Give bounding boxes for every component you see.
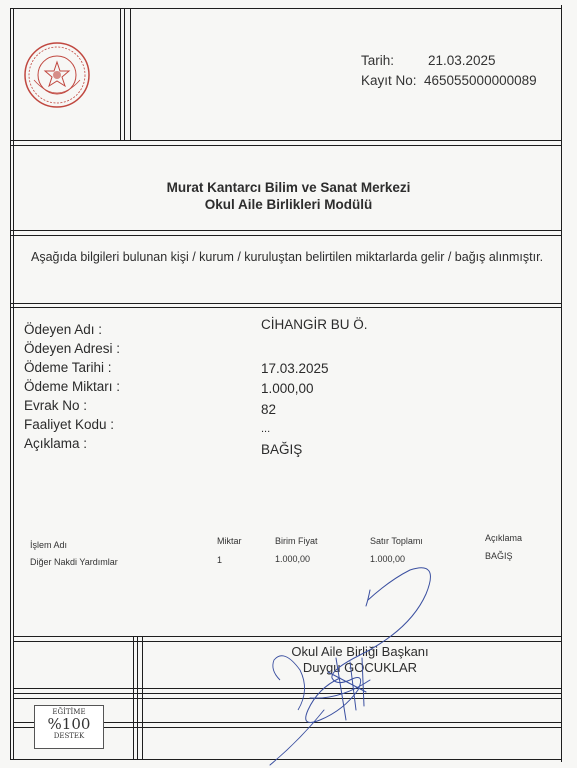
description-label: Açıklama :	[24, 436, 88, 451]
intro-text: Aşağıda bilgileri bulunan kişi / kurum / kuruluştan belirtilen miktarlarda gelir / bağış alınmıştır.	[31, 250, 544, 264]
record-label: Kayıt No:	[361, 73, 417, 88]
activity-code-label: Faaliyet Kodu :	[24, 417, 115, 432]
logo-bottom-text: DESTEK	[53, 732, 85, 740]
table-cell: 1	[217, 555, 223, 565]
table-header-line-total: Satır Toplamı	[370, 536, 423, 546]
signature-name: Duygu GOCUKLAR	[302, 660, 418, 675]
description-value: BAĞIŞ	[261, 442, 303, 457]
table-header-quantity: Miktar	[217, 536, 242, 546]
date-value: 21.03.2025	[428, 53, 496, 68]
payer-name-label: Ödeyen Adı :	[24, 322, 103, 337]
activity-code-value: ...	[261, 423, 271, 435]
logo-top-text: EĞİTİME	[52, 708, 86, 716]
table-header-unit-price: Birim Fiyat	[275, 536, 318, 546]
payment-date-label: Ödeme Tarihi :	[24, 360, 112, 375]
record-value: 465055000000089	[424, 73, 537, 88]
handwritten-signature	[240, 560, 450, 768]
payer-name-value: CİHANGİR BU Ö.	[261, 317, 368, 332]
signature-title: Okul Aile Birliği Başkanı	[291, 644, 429, 659]
payment-date-value: 17.03.2025	[261, 361, 329, 376]
table-cell: Diğer Nakdi Yardımlar	[30, 557, 118, 567]
ministry-seal-icon	[22, 40, 92, 110]
field-list	[24, 322, 120, 455]
table-header-transaction: İşlem Adı	[30, 540, 68, 550]
logo-middle-text: %100	[47, 715, 91, 733]
payment-amount-label: Ödeme Miktarı :	[24, 379, 121, 394]
document-no-value: 82	[261, 402, 277, 417]
egitime-destek-logo	[34, 705, 104, 749]
table-cell: 1.000,00	[275, 554, 311, 564]
table-cell: 1.000,00	[370, 554, 406, 564]
table-cell: BAĞIŞ	[485, 551, 513, 561]
institution-title: Murat Kantarcı Bilim ve Sanat Merkezi	[166, 180, 411, 195]
module-title: Okul Aile Birlikleri Modülü	[204, 197, 373, 212]
date-label: Tarih:	[361, 53, 395, 68]
payment-amount-value: 1.000,00	[261, 381, 314, 396]
table-header-description: Açıklama	[485, 533, 523, 543]
document-no-label: Evrak No :	[24, 398, 88, 413]
payer-address-label: Ödeyen Adresi :	[24, 341, 121, 356]
